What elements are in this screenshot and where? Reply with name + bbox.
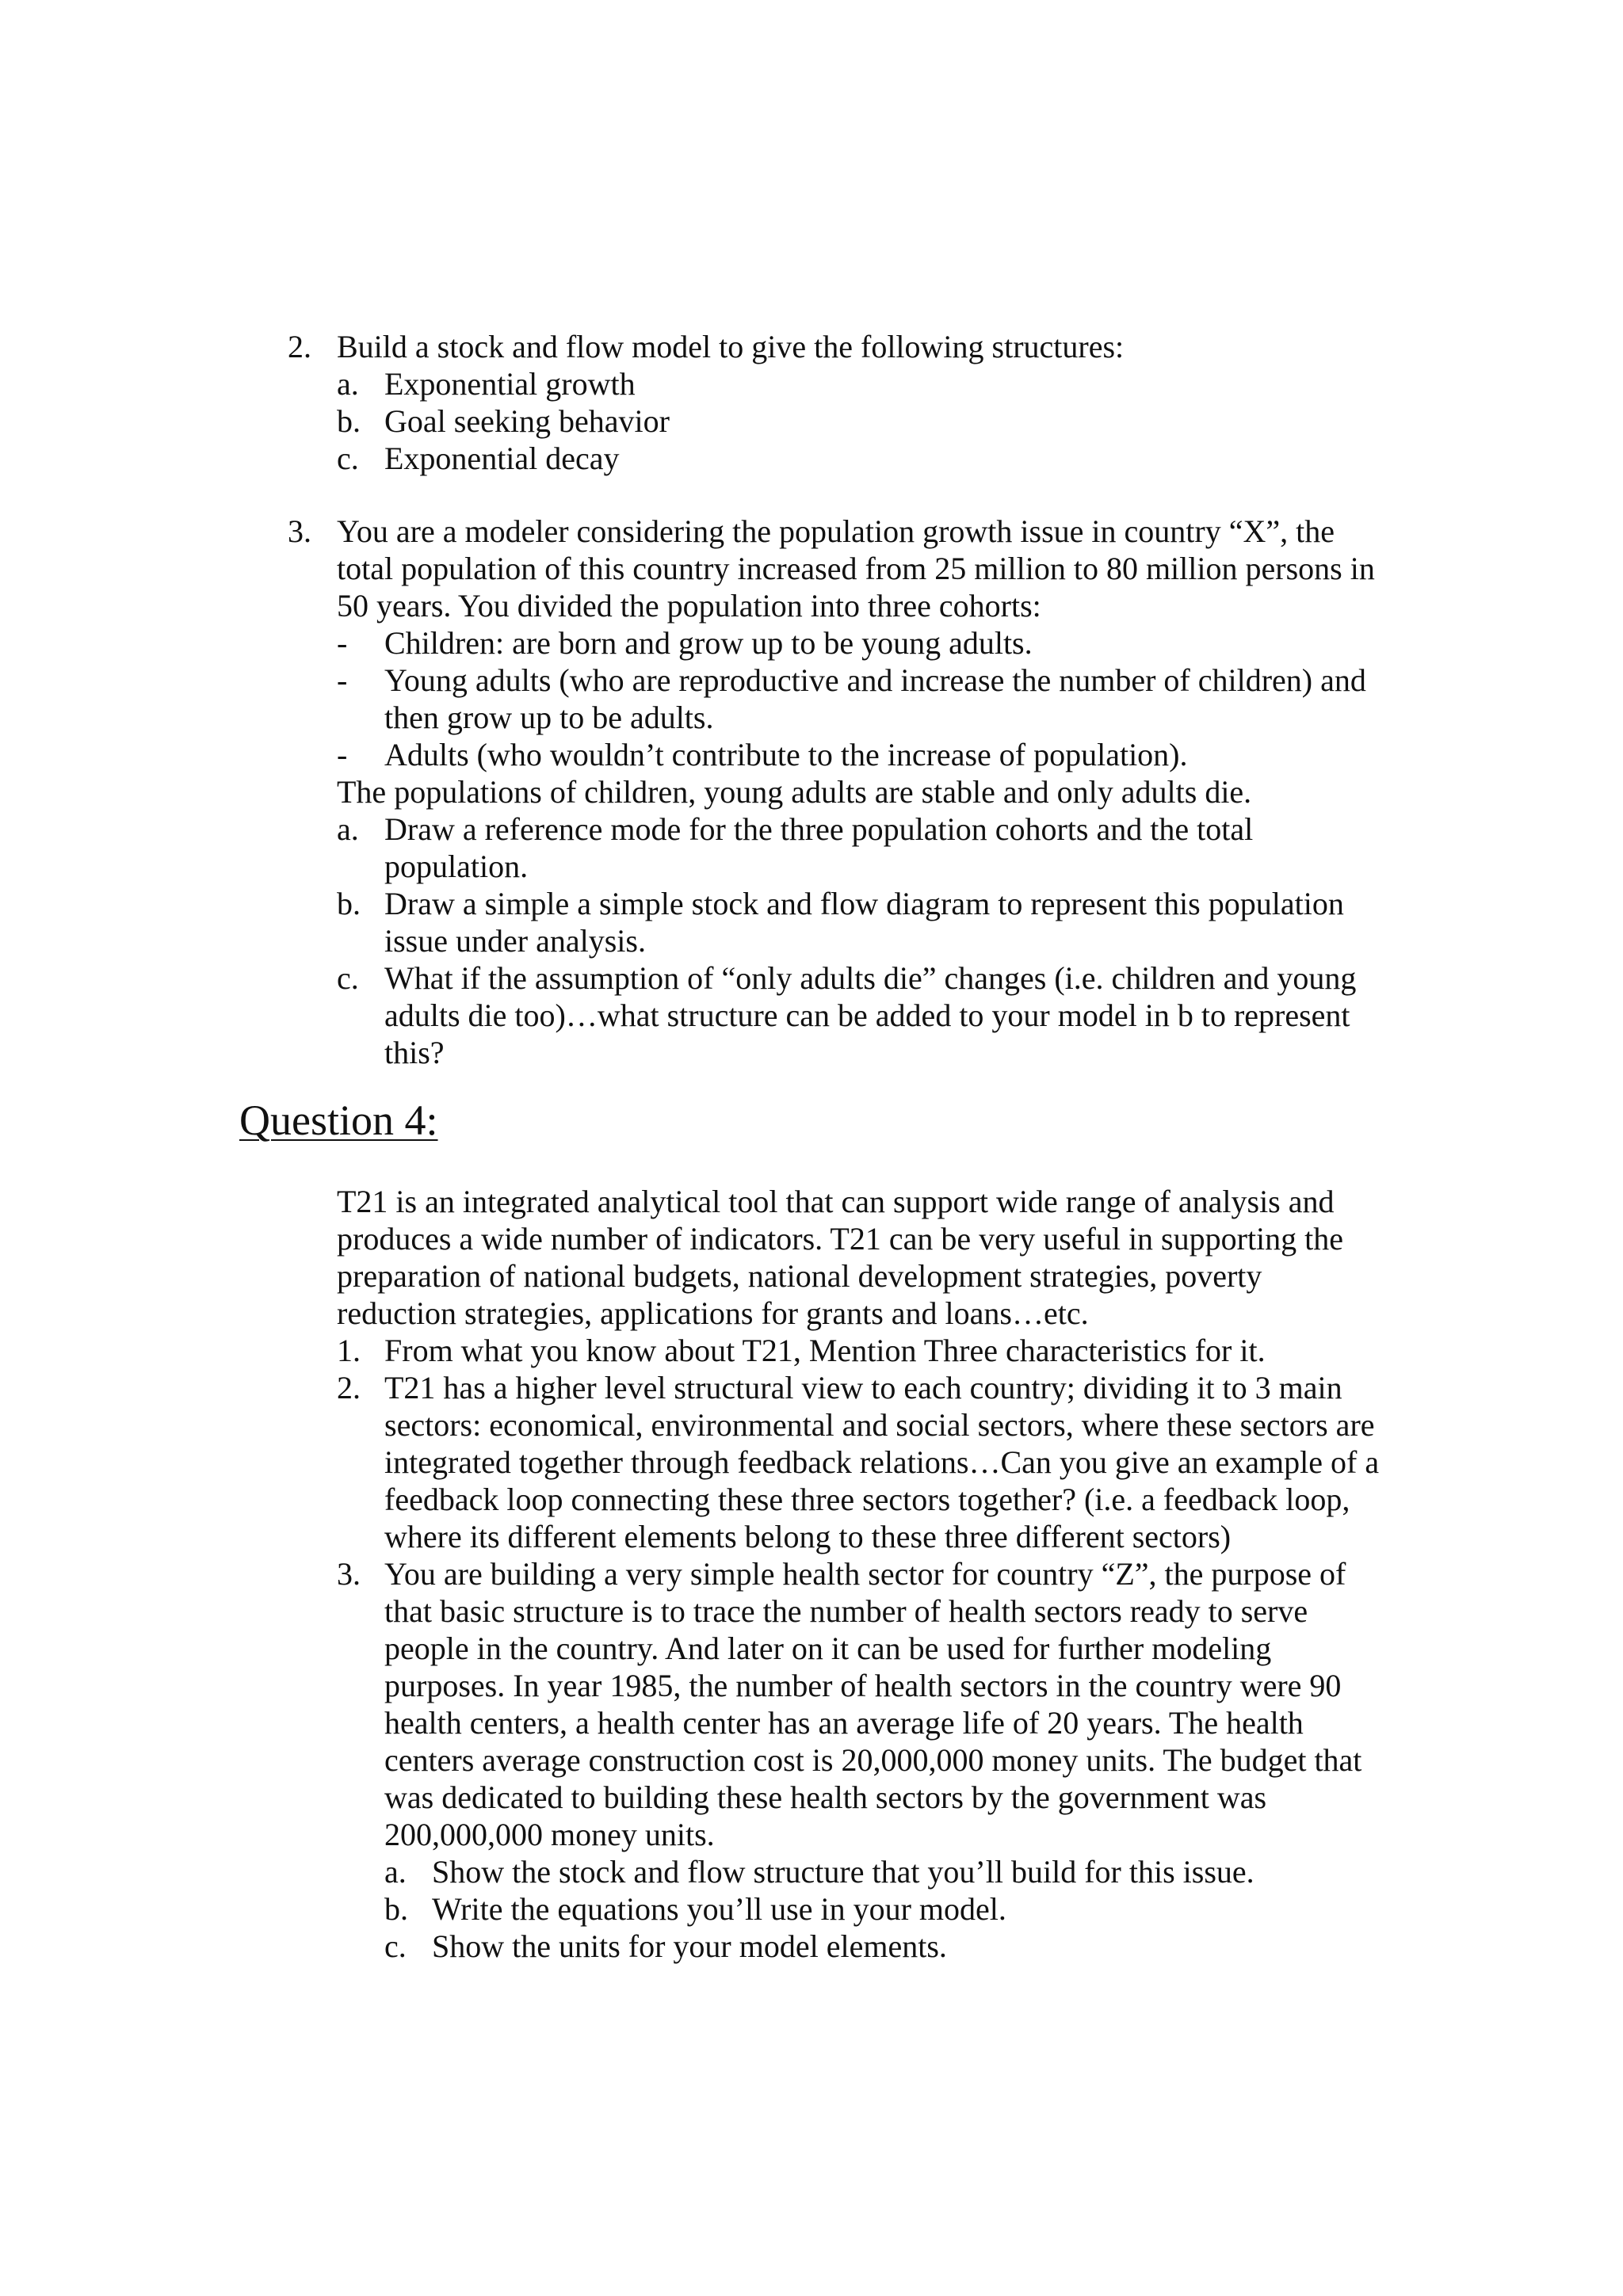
q3-cohort-3-line-1: Adults (who wouldn’t contribute to the increase of population).	[384, 737, 1188, 772]
q2-item-b-text: Goal seeking behavior	[384, 403, 670, 439]
q3-intro-line-1: You are a modeler considering the population growth issue in country “X”, the	[337, 513, 1335, 549]
q4-item-3-line-1: You are building a very simple health sector for country “Z”, the purpose of	[384, 1556, 1346, 1592]
q4-subitem-a-marker: a.	[384, 1854, 407, 1890]
q4-item-2-line-1: T21 has a higher level structural view to each country; dividing it to 3 main	[384, 1370, 1342, 1405]
q3-item-c-marker: c.	[337, 960, 359, 996]
q3-item-a-line-2: population.	[384, 849, 529, 884]
q4-item-1-line-1: From what you know about T21, Mention Three characteristics for it.	[384, 1333, 1266, 1368]
q2-item-a-marker: a.	[337, 366, 359, 402]
q2-text: Build a stock and flow model to give the following structures:	[337, 329, 1125, 364]
q3-item-b-line-1: Draw a simple a simple stock and flow diagram to represent this population	[384, 886, 1344, 921]
q2-item-c-text: Exponential decay	[384, 441, 620, 476]
question-4-heading: Question 4:	[239, 1097, 438, 1144]
q4-item-2-line-3: integrated together through feedback relations…Can you give an example of a	[384, 1444, 1380, 1480]
q3-intro-line-2: total population of this country increased from 25 million to 80 million persons in	[337, 551, 1375, 586]
q4-intro-line-1: T21 is an integrated analytical tool that can support wide range of analysis and	[337, 1184, 1335, 1219]
q3-cohort-1-marker: -	[337, 625, 348, 661]
q3-item-a-line-1: Draw a reference mode for the three population cohorts and the total	[384, 811, 1254, 847]
q4-item-3-line-7: was dedicated to building these health sectors by the government was	[384, 1779, 1267, 1815]
q2-item-c-marker: c.	[337, 441, 359, 476]
q4-subitem-b-marker: b.	[384, 1891, 408, 1927]
q4-subitem-c-text: Show the units for your model elements.	[432, 1928, 947, 1964]
q4-item-2-marker: 2.	[337, 1370, 361, 1405]
q3-item-b-line-2: issue under analysis.	[384, 923, 646, 959]
q4-item-3-line-2: that basic structure is to trace the number of health sectors ready to serve	[384, 1593, 1308, 1629]
q4-item-3-line-6: centers average construction cost is 20,000,000 money units. The budget that	[384, 1742, 1362, 1778]
q3-item-c-line-1: What if the assumption of “only adults die” changes (i.e. children and young	[384, 960, 1357, 996]
q3-cohort-2-line-2: then grow up to be adults.	[384, 700, 714, 735]
q4-item-3-line-8: 200,000,000 money units.	[384, 1817, 715, 1852]
q4-item-3-line-5: health centers, a health center has an average life of 20 years. The health	[384, 1705, 1304, 1741]
q4-subitem-a-text: Show the stock and flow structure that you’ll build for this issue.	[432, 1854, 1254, 1890]
q3-cohort-1-line-1: Children: are born and grow up to be young adults.	[384, 625, 1033, 661]
q4-intro-line-2: produces a wide number of indicators. T21 can be very useful in supporting the	[337, 1221, 1344, 1257]
q4-item-2-line-4: feedback loop connecting these three sectors together? (i.e. a feedback loop,	[384, 1482, 1350, 1517]
q3-number: 3.	[288, 513, 311, 549]
q2-item-b-marker: b.	[337, 403, 361, 439]
q3-cohort-3-marker: -	[337, 737, 348, 772]
q3-item-b-marker: b.	[337, 886, 361, 921]
q4-item-3-marker: 3.	[337, 1556, 361, 1592]
q4-item-2-line-2: sectors: economical, environmental and social sectors, where these sectors are	[384, 1407, 1375, 1443]
q4-subitem-b-text: Write the equations you’ll use in your model.	[432, 1891, 1006, 1927]
q4-item-2-line-5: where its different elements belong to these three different sectors)	[384, 1519, 1232, 1554]
q3-note: The populations of children, young adults are stable and only adults die.	[337, 774, 1252, 810]
q2-item-a-text: Exponential growth	[384, 366, 636, 402]
q3-item-a-marker: a.	[337, 811, 359, 847]
q3-item-c-line-2: adults die too)…what structure can be added to your model in b to represent	[384, 997, 1350, 1033]
q3-cohort-2-line-1: Young adults (who are reproductive and increase the number of children) and	[384, 662, 1366, 698]
q3-item-c-line-3: this?	[384, 1035, 445, 1070]
q3-cohort-2-marker: -	[337, 662, 348, 698]
q3-intro-line-3: 50 years. You divided the population into three cohorts:	[337, 588, 1041, 624]
q4-intro-line-4: reduction strategies, applications for grants and loans…etc.	[337, 1295, 1089, 1331]
q4-item-3-line-3: people in the country. And later on it can be used for further modeling	[384, 1630, 1272, 1666]
q4-subitem-c-marker: c.	[384, 1928, 407, 1964]
q4-item-3-line-4: purposes. In year 1985, the number of health sectors in the country were 90	[384, 1668, 1342, 1703]
q2-number: 2.	[288, 329, 311, 364]
q4-intro-line-3: preparation of national budgets, national development strategies, poverty	[337, 1258, 1262, 1294]
q4-item-1-marker: 1.	[337, 1333, 361, 1368]
